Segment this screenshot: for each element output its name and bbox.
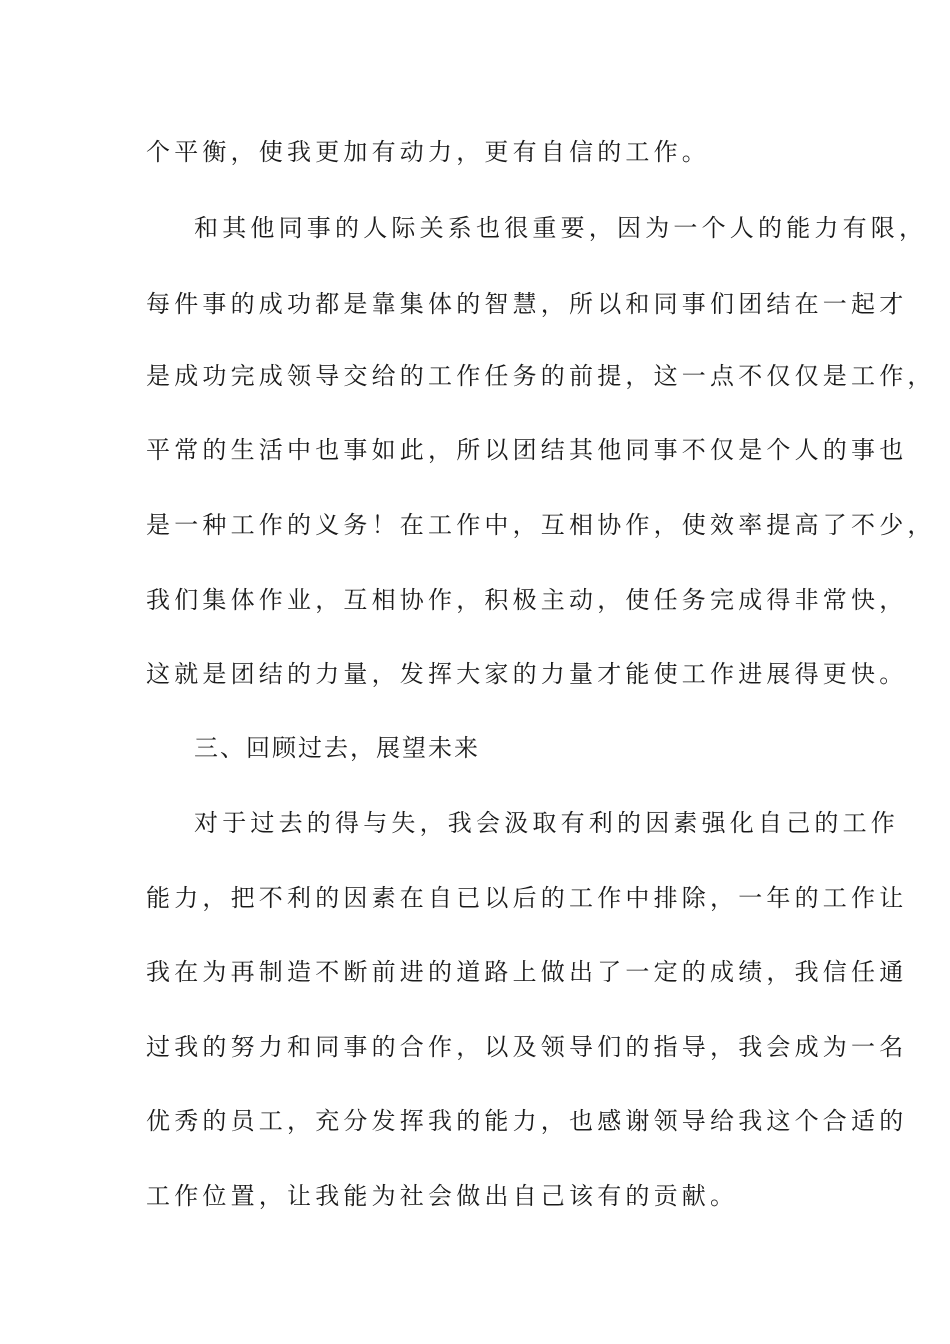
paragraph-line: 平常的生活中也事如此，所以团结其他同事不仅是个人的事也 <box>146 436 908 464</box>
paragraph-line: 是一种工作的义务！在工作中，互相协作，使效率提高了不少， <box>146 511 936 539</box>
paragraph-line: 每件事的成功都是靠集体的智慧，所以和同事们团结在一起才 <box>146 290 908 318</box>
paragraph-line: 能力，把不利的因素在自已以后的工作中排除，一年的工作让 <box>146 884 908 912</box>
paragraph-first-line: 和其他同事的人际关系也很重要，因为一个人的能力有限， <box>194 214 928 242</box>
paragraph-line: 工作位置，让我能为社会做出自己该有的贡献。 <box>146 1182 739 1210</box>
paragraph-line: 过我的努力和同事的合作，以及领导们的指导，我会成为一名 <box>146 1033 908 1061</box>
paragraph-line: 这就是团结的力量，发挥大家的力量才能使工作进展得更快。 <box>146 660 908 688</box>
paragraph-line: 我在为再制造不断前进的道路上做出了一定的成绩，我信任通 <box>146 958 908 986</box>
paragraph-line: 个平衡，使我更加有动力，更有自信的工作。 <box>146 138 710 166</box>
paragraph-line: 优秀的员工，充分发挥我的能力，也感谢领导给我这个合适的 <box>146 1107 908 1135</box>
paragraph-first-line: 对于过去的得与失，我会汲取有利的因素强化自己的工作 <box>194 809 899 837</box>
paragraph-line: 我们集体作业，互相协作，积极主动，使任务完成得非常快， <box>146 586 908 614</box>
section-heading: 三、回顾过去，展望未来 <box>194 734 480 762</box>
paragraph-line: 是成功完成领导交给的工作任务的前提，这一点不仅仅是工作， <box>146 362 936 390</box>
